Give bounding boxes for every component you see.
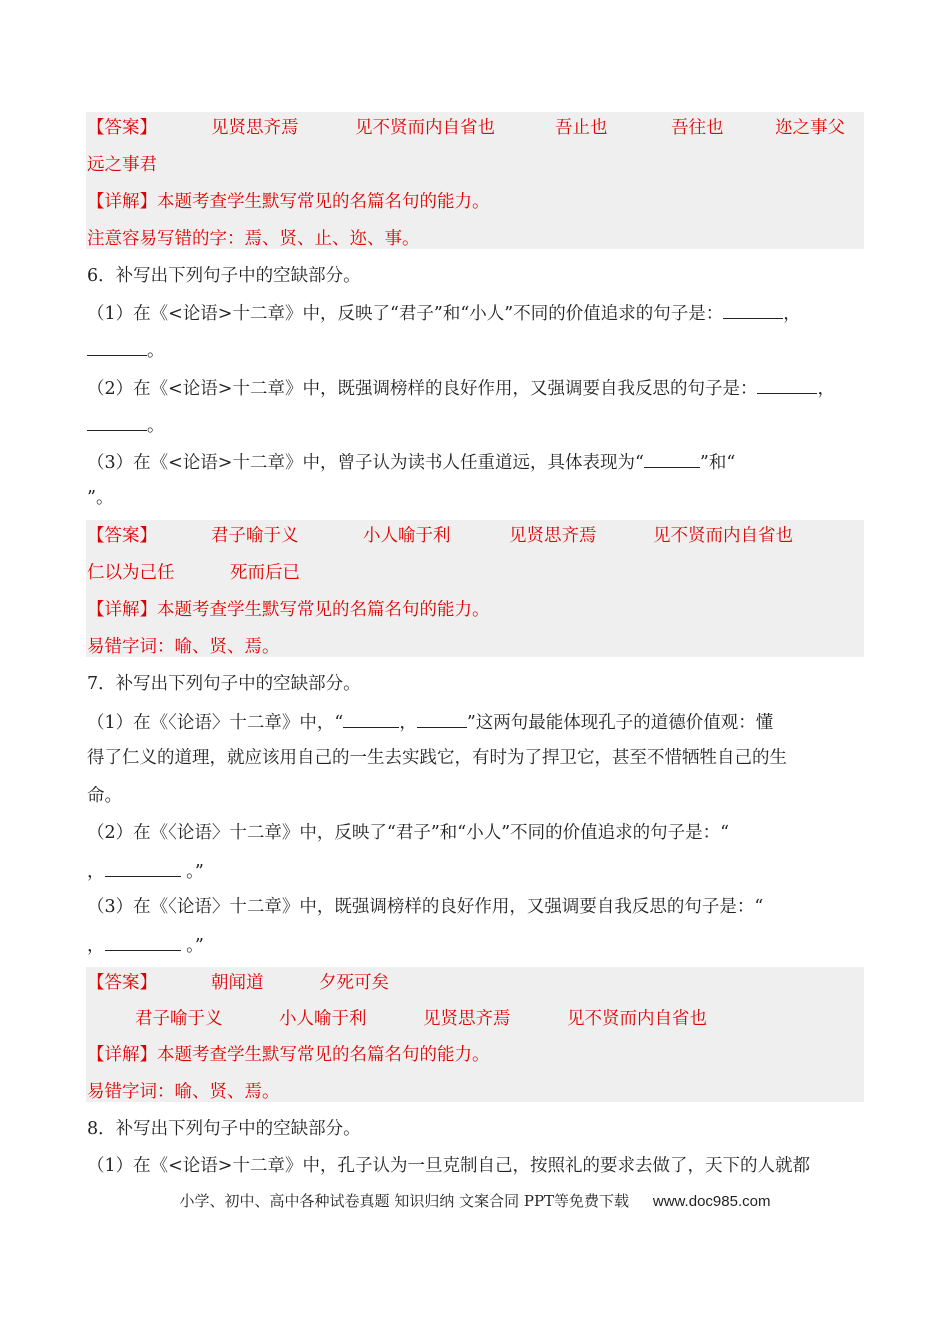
footer-text: 小学、初中、高中各种试卷真题 知识归纳 文案合同 PPT等免费下载: [179, 1192, 630, 1210]
punct: 。”: [186, 936, 204, 956]
q5-answer-line: [87, 116, 845, 140]
q6-sentence-3-cont: ”。: [87, 488, 114, 508]
answer-item: 迩之事父: [775, 118, 845, 138]
q7-sentence-2: （2）在《〈论语〉十二章》中，反映了“君子”和“小人”不同的价值追求的句子是：“: [87, 823, 730, 843]
fill-blank: [417, 709, 467, 728]
detail-line: [87, 1043, 490, 1067]
question-title-q6: 6．补写出下列句子中的空缺部分。: [87, 266, 361, 286]
q6-sentence-1-cont: [87, 337, 165, 363]
q7-sentence-2-cont: [87, 858, 204, 884]
answer-item: 见贤思齐焉: [509, 526, 597, 546]
answer-item: 见不贤而内自省也: [653, 526, 793, 546]
detail-tag: 【详解】: [87, 600, 157, 620]
question-text: （2）在《<论语>十二章》中，既强调榜样的良好作用，又强调要自我反思的句子是：: [87, 379, 758, 399]
question-text: （1）在《〈论语〉十二章》中，“: [87, 713, 344, 733]
punct: 。: [147, 341, 165, 361]
detail-text: 本题考查学生默写常见的名篇名句的能力。: [157, 192, 490, 212]
q7-sentence-1-cont: 得了仁义的道理，就应该用自己的一生去实践它，有时为了捍卫它，甚至不惜牺牲自己的生: [87, 748, 787, 768]
q7-sentence-3-cont: [87, 932, 204, 958]
answer-item: 见不贤而内自省也: [355, 118, 495, 138]
q7-sentence-1-end: 命。: [87, 786, 122, 806]
question-text: ”这两句最能体现孔子的道德价值观：懂: [466, 713, 774, 733]
answer-tag: 【答案】: [87, 118, 157, 138]
answer-item: 小人喻于利: [279, 1009, 367, 1029]
answer-item: 吾止也: [555, 118, 608, 138]
q6-sentence-2: [87, 375, 835, 401]
q7-sentence-1: [87, 709, 773, 735]
punct: ，: [87, 936, 105, 956]
answer-tag: 【答案】: [87, 973, 157, 993]
answer-item: 朝闻道: [211, 973, 264, 993]
detail-line: [87, 190, 490, 214]
q6-sentence-1: [87, 300, 801, 326]
answer-item: 见不贤而内自省也: [567, 1009, 707, 1029]
fill-blank: [723, 300, 783, 319]
punct: 。”: [186, 862, 204, 882]
question-text: ”和“: [699, 453, 736, 473]
answer-item: 夕死可矣: [319, 973, 389, 993]
fill-blank: [757, 375, 817, 394]
answer-item: 仁以为己任: [87, 563, 175, 583]
punct: ，: [817, 379, 835, 399]
answer-item: 君子喻于义: [135, 1009, 223, 1029]
fill-blank: [105, 932, 181, 951]
punct: ，: [87, 862, 105, 882]
question-text: （1）在《<论语>十二章》中，反映了“君子”和“小人”不同的价值追求的句子是：: [87, 304, 724, 324]
question-text: （3）在《<论语>十二章》中，曾子认为读书人任重道远，具体表现为“: [87, 453, 644, 473]
q6-sentence-3: [87, 449, 735, 475]
answer-continuation: 远之事君: [87, 155, 157, 175]
q7-answer-line: [87, 971, 389, 995]
detail-tag: 【详解】: [87, 1045, 157, 1065]
detail-text: 本题考查学生默写常见的名篇名句的能力。: [157, 600, 490, 620]
answer-item: 吾往也: [671, 118, 724, 138]
fill-blank: [644, 449, 700, 468]
punct: ，: [783, 304, 801, 324]
detail-text: 本题考查学生默写常见的名篇名句的能力。: [157, 1045, 490, 1065]
answer-item: 见贤思齐焉: [423, 1009, 511, 1029]
answer-item: 死而后已: [230, 563, 300, 583]
fill-blank: [87, 412, 147, 431]
detail-tag: 【详解】: [87, 192, 157, 212]
q6-sentence-2-cont: [87, 412, 165, 438]
punct: 。: [147, 416, 165, 436]
q7-sentence-3: （3）在《〈论语〉十二章》中，既强调榜样的良好作用，又强调要自我反思的句子是：“: [87, 897, 764, 917]
note-line: 注意容易写错的字：焉、贤、止、迩、事。: [87, 229, 420, 249]
page-footer: [0, 1190, 950, 1213]
note-line: 易错字词：喻、贤、焉。: [87, 637, 280, 657]
answer-tag: 【答案】: [87, 526, 157, 546]
q6-answer-line-2: [87, 561, 300, 585]
punct: ，: [399, 713, 417, 733]
detail-line: [87, 598, 490, 622]
q8-sentence-1: （1）在《<论语>十二章》中，孔子认为一旦克制自己，按照礼的要求去做了，天下的人就都: [87, 1156, 810, 1176]
answer-item: 小人喻于利: [363, 526, 451, 546]
fill-blank: [105, 858, 181, 877]
fill-blank: [343, 709, 399, 728]
fill-blank: [87, 337, 147, 356]
note-line: 易错字词：喻、贤、焉。: [87, 1082, 280, 1102]
answer-item: 君子喻于义: [211, 526, 299, 546]
question-title-q7: 7．补写出下列句子中的空缺部分。: [87, 674, 361, 694]
footer-url[interactable]: www.doc985.com: [652, 1193, 771, 1210]
question-title-q8: 8．补写出下列句子中的空缺部分。: [87, 1119, 361, 1139]
answer-item: 见贤思齐焉: [211, 118, 299, 138]
q6-answer-line: [87, 524, 793, 548]
